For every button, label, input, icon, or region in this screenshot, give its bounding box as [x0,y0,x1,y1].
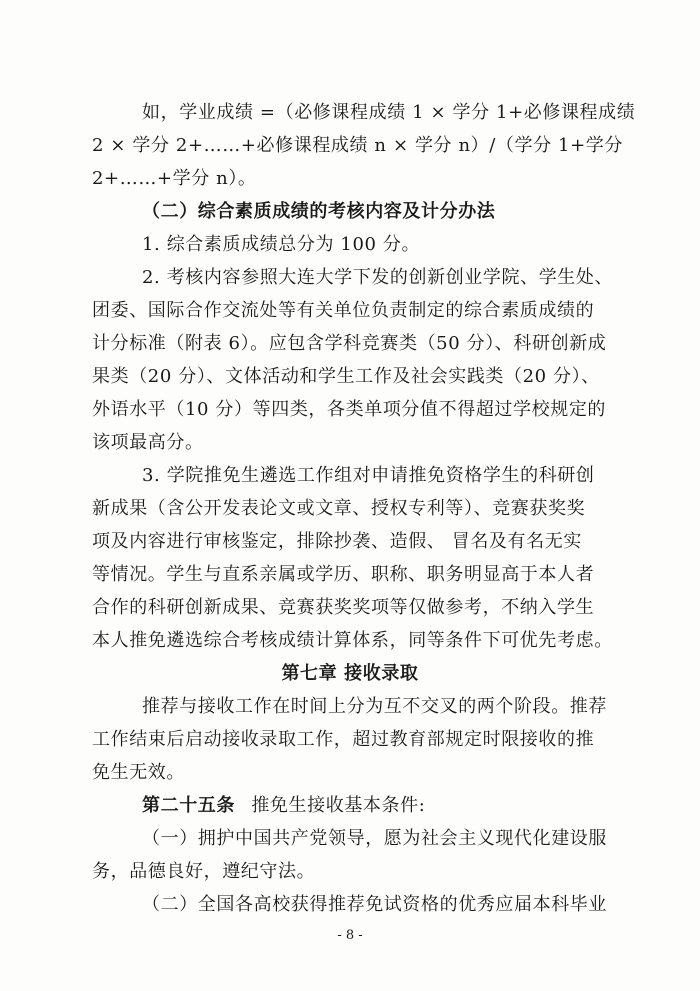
chapter-para-line-2: 工作结束后启动接收录取工作，超过教育部规定时限接收的推 [92,729,595,750]
condition-1-line-2: 务，品德良好，遵纪守法。 [92,861,316,882]
chapter-title: 第七章 接收录取 [281,663,419,684]
item-3-line-6: 本人推免遴选综合考核成绩计算体系，同等条件下可优先考虑。 [92,630,613,651]
item-3-line-3: 项及内容进行审核鉴定，排除抄袭、造假、 冒名及有名无实 [92,531,582,552]
item-2-line-2: 团委、国际合作交流处等有关单位负责制定的综合素质成绩的 [92,300,595,321]
item-3-line-2: 新成果（含公开发表论文或文章、授权专利等）、竞赛获奖奖 [92,498,586,519]
article-25 [142,794,425,818]
article-text: 推免生接收基本条件: [251,795,426,816]
formula-line-1: 如，学业成绩 =（必修课程成绩 1 × 学分 1+必修课程成绩 [142,102,636,123]
formula-line-2: 2 × 学分 2+……+必修课程成绩 n × 学分 n）/（学分 1+学分 [92,135,623,156]
item-2-line-6: 该项最高分。 [92,432,204,453]
item-3-line-5: 合作的科研创新成果、竞赛获奖奖项等仅做参考，不纳入学生 [92,597,595,618]
item-1: 1. 综合素质成绩总分为 100 分。 [142,234,421,255]
item-3-line-1: 3. 学院推免生遴选工作组对申请推免资格学生的科研创 [142,465,595,486]
item-2-line-1: 2. 考核内容参照大连大学下发的创新创业学院、学生处、 [142,267,614,288]
condition-2-line-1: （二）全国各高校获得推荐免试资格的优秀应届本科毕业 [142,894,607,915]
section-heading: （二）综合素质成绩的考核内容及计分办法 [142,201,496,222]
article-label: 第二十五条 [142,795,235,816]
item-2-line-5: 外语水平（10 分）等四类，各类单项分值不得超过学校规定的 [92,399,607,420]
item-2-line-3: 计分标准（附表 6）。应包含学科竞赛类（50 分）、科研创新成 [92,333,607,354]
item-3-line-4: 等情况。学生与直系亲属或学历、职称、职务明显高于本人者 [92,564,595,585]
item-2-line-4: 果类（20 分）、文体活动和学生工作及社会实践类（20 分）、 [92,366,600,387]
formula-line-3: 2+……+学分 n）。 [92,168,257,189]
chapter-para-line-1: 推荐与接收工作在时间上分为互不交叉的两个阶段。推荐 [142,696,607,717]
chapter-para-line-3: 免生无效。 [92,762,185,783]
condition-1-line-1: （一）拥护中国共产党领导，愿为社会主义现代化建设服 [142,828,607,849]
page-number: - 8 - [337,928,363,943]
